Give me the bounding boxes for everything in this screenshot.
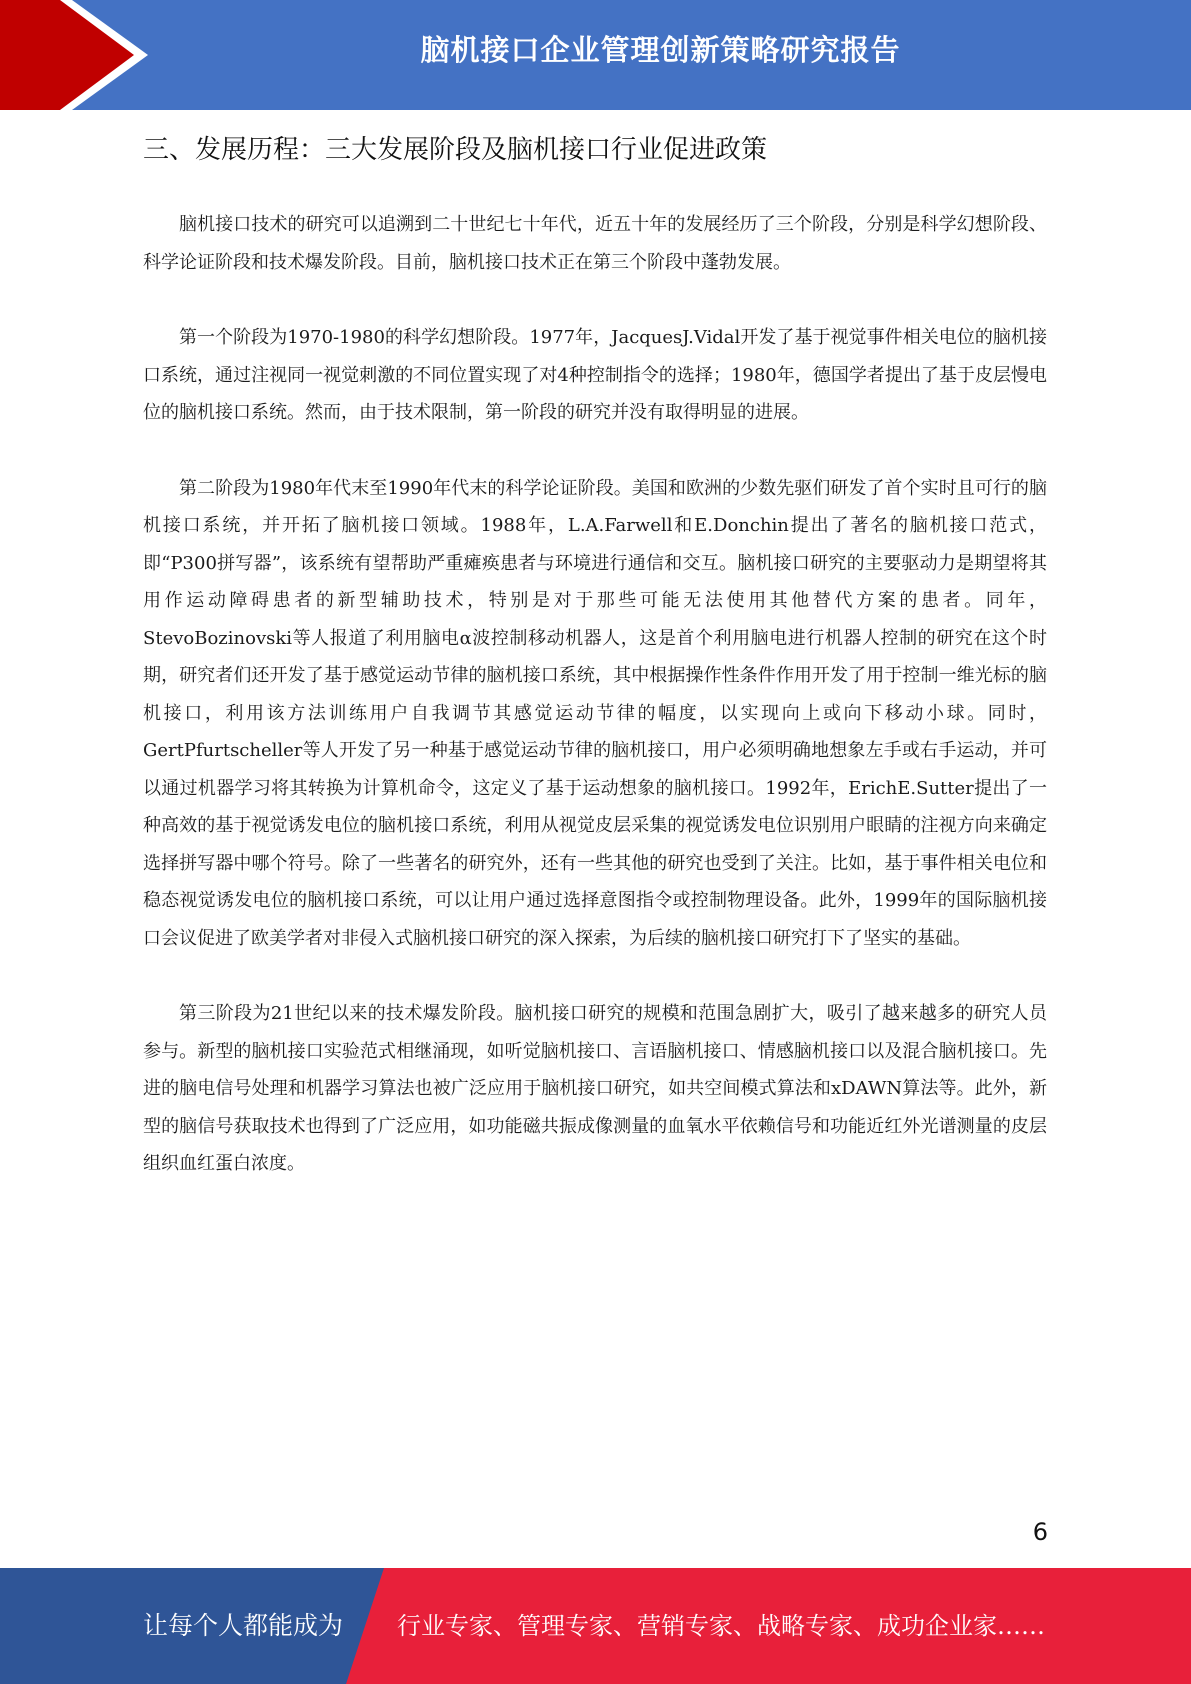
footer-slogan-right: 行业专家、管理专家、营销专家、战略专家、成功企业家……: [397, 1612, 1045, 1640]
page-header: [0, 0, 1191, 110]
report-title: 脑机接口企业管理创新策略研究报告: [420, 33, 901, 67]
paragraph-intro: 脑机接口技术的研究可以追溯到二十世纪七十年代，近五十年的发展经历了三个阶段，分别是科学幻想阶段、科学论证阶段和技术爆发阶段。目前，脑机接口技术正在第三个阶段中蓬勃发展。: [143, 214, 1047, 273]
footer-slogan-left: 让每个人都能成为: [143, 1611, 344, 1640]
paragraph-stage-three: 第三阶段为21世纪以来的技术爆发阶段。脑机接口研究的规模和范围急剧扩大，吸引了越来越多的研究人员参与。新型的脑机接口实验范式相继涌现，如听觉脑机接口、言语脑机接口、情感脑机接口以及混合脑机接口。先进的脑电信号处理和机器学习算法也被广泛应用于脑机接口研究，如共空间模式算法和xDAWN算法等。此外，新型的脑信号获取技术也得到了广泛应用，如功能磁共振成像测量的血氧水平依赖信号和功能近红外光谱测量的皮层组织血红蛋白浓度。: [143, 1003, 1047, 1174]
page-number: 6: [1032, 1518, 1048, 1546]
page-footer: [0, 1568, 1191, 1684]
paragraph-stage-two: 第二阶段为1980年代末至1990年代末的科学论证阶段。美国和欧洲的少数先驱们研发了首个实时且可行的脑机接口系统，并开拓了脑机接口领域。1988年，L.A.Farwell和E.Donchin提出了著名的脑机接口范式，即“P300拼写器”，该系统有望帮助严重瘫痪患者与环境进行通信和交互。脑机接口研究的主要驱动力是期望将其用作运动障碍患者的新型辅助技术，特别是对于那些可能无法使用其他替代方案的患者。同年，StevoBozinovski等人报道了利用脑电α波控制移动机器人，这是首个利用脑电进行机器人控制的研究在这个时期，研究者们还开发了基于感觉运动节律的脑机接口系统，其中根据操作性条件作用开发了用于控制一维光标的脑机接口，利用该方法训练用户自我调节其感觉运动节律的幅度，以实现向上或向下移动小球。同时，GertPfurtscheller等人开发了另一种基于感觉运动节律的脑机接口，用户必须明确地想象左手或右手运动，并可以通过机器学习将其转换为计算机命令，这定义了基于运动想象的脑机接口。1992年，ErichE.Sutter提出了一种高效的基于视觉诱发电位的脑机接口系统，利用从视觉皮层采集的视觉诱发电位识别用户眼睛的注视方向来确定选择拼写器中哪个符号。除了一些著名的研究外，还有一些其他的研究也受到了关注。比如，基于事件相关电位和稳态视觉诱发电位的脑机接口系统，可以让用户通过选择意图指令或控制物理设备。此外，1999年的国际脑机接口会议促进了欧美学者对非侵入式脑机接口研究的深入探索，为后续的脑机接口研究打下了坚实的基础。: [143, 477, 1047, 949]
body-text: [143, 206, 1047, 1221]
section-heading: 三、发展历程：三大发展阶段及脑机接口行业促进政策: [143, 135, 768, 165]
paragraph-stage-one: 第一个阶段为1970-1980的科学幻想阶段。1977年，JacquesJ.Vidal开发了基于视觉事件相关电位的脑机接口系统，通过注视同一视觉刺激的不同位置实现了对4种控制指令的选择；1980年，德国学者提出了基于皮层慢电位的脑机接口系统。然而，由于技术限制，第一阶段的研究并没有取得明显的进展。: [143, 327, 1047, 423]
